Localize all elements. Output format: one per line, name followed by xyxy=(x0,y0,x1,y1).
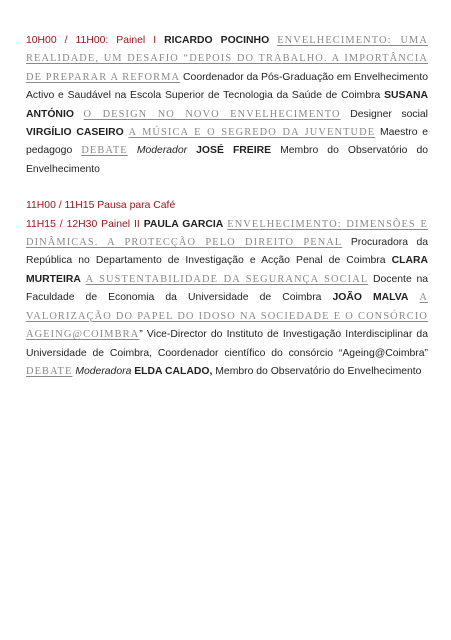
speaker-virgilio-caseiro: VIRGÍLIO CASEIRO xyxy=(26,127,124,139)
speaker-paula-garcia: PAULA GARCIA xyxy=(143,218,224,230)
speaker-role-2: Designer social xyxy=(350,108,428,120)
moderator-role-1: Membro do Observatório do Envelhecimento xyxy=(26,145,429,175)
speaker-susana-antonio: SUSANA ANTÓNIO xyxy=(26,90,429,120)
moderator-role-2: Membro do Observatório do Envelhecimento xyxy=(215,365,422,377)
pause-block xyxy=(26,197,428,215)
speaker-role-3: Maestro e pedagogo xyxy=(26,127,429,157)
talk-title-2: O DESIGN NO NOVO ENVELHECIMENTO xyxy=(83,108,341,120)
program-page xyxy=(26,32,428,381)
speaker-role-4: Procuradora da República no Departamento de Investigação e Acção Penal de Coimbra xyxy=(26,237,429,267)
speaker-role-6: Vice-Director do Instituto de Investigação Interdisciplinar da Universidade de Coimbra, Coordenador científico do consórcio “Ageing@Coimbra” xyxy=(26,329,428,359)
talk-title-3: A MÚSICA E O SEGREDO DA JUVENTUDE xyxy=(128,127,376,139)
speaker-ricardo-pocinho: RICARDO POCINHO xyxy=(164,35,270,46)
moderator-elda-calado: ELDA CALADO, xyxy=(134,365,213,377)
talk-title-6-suffix: ” xyxy=(139,329,143,341)
section-gap xyxy=(26,179,428,197)
moderator-jose-freire: JOSÉ FREIRE xyxy=(196,145,272,157)
talk-title-5: A SUSTENTABILIDADE DA SEGURANÇA SOCIAL xyxy=(85,273,369,285)
moderator-label-1: Moderador xyxy=(136,145,188,157)
speaker-role-5: Docente na Faculdade de Economia da Universidade de Coimbra xyxy=(26,273,429,304)
panel-1-block xyxy=(26,32,428,179)
talk-title-6: A VALORIZAÇÃO DO PAPEL DO IDOSO NA SOCIEDADE E O CONSÓRCIO AGEING@COIMBRA xyxy=(26,292,429,341)
panel-2-block xyxy=(26,216,428,382)
panel-1-time: 10H00 / 11H00: Painel I xyxy=(26,35,157,46)
talk-title-1: ENVELHECIMENTO: UMA REALIDADE, UM DESAFIO “DEPOIS DO TRABALHO. A IMPORTÂNCIA DE PREPARAR A REFORMA xyxy=(26,35,428,83)
panel-2-time: 11H15 / 12H30 Painel II xyxy=(26,218,140,230)
talk-title-4: ENVELHECIMENTO: DIMENSÕES E DINÂMICAS. A PROTECÇÃO PELO DIREITO PENAL xyxy=(26,218,428,249)
debate-label-1: DEBATE xyxy=(81,145,128,157)
speaker-role-1: Coordenador da Pós-Graduação em Envelhecimento Activo e Saudável na Escola Superior de Tecnologia da Saúde de Coimbra xyxy=(26,71,428,102)
moderator-label-2: Moderadora xyxy=(75,365,132,377)
speaker-clara-murteira: CLARA MURTEIRA xyxy=(26,255,428,285)
coffee-break: 11H00 / 11H15 Pausa para Café xyxy=(26,200,176,212)
speaker-joao-malva: JOÃO MALVA xyxy=(332,292,409,304)
debate-label-2: DEBATE xyxy=(26,365,73,377)
